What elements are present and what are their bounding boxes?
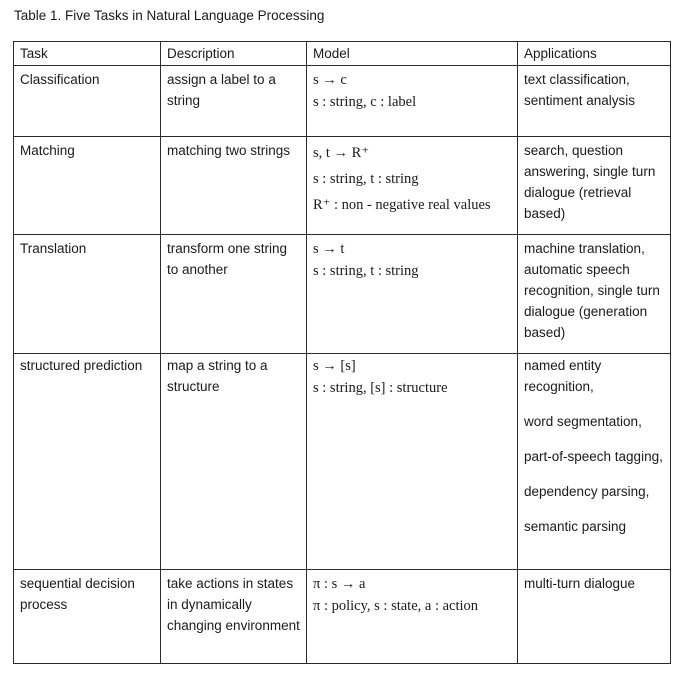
model-formula: s → [s]	[313, 358, 356, 374]
application-text: text classification, sentiment analysis	[524, 72, 636, 108]
model-formula: s → t	[313, 241, 345, 257]
task-description: transform one string to another	[167, 241, 288, 277]
model-legend: s : string, t : string	[313, 171, 419, 187]
task-cell	[14, 66, 161, 137]
model-cell	[307, 235, 518, 354]
model-formula: s, t → R⁺	[313, 145, 369, 161]
application-item: word segmentation,	[524, 414, 642, 429]
application-text: search, question answering, single turn dialogue (retrieval based)	[524, 143, 656, 221]
model-cell	[307, 137, 518, 235]
applications-cell	[518, 235, 671, 354]
model-legend-extra: R⁺ : non - negative real values	[313, 197, 491, 213]
table-row	[14, 354, 671, 570]
applications-cell	[518, 66, 671, 137]
task-description: matching two strings	[167, 143, 291, 158]
applications-cell	[518, 570, 671, 664]
model-legend: s : string, [s] : structure	[313, 380, 448, 396]
header-applications: Applications	[518, 42, 671, 66]
task-description: assign a label to a string	[167, 72, 276, 108]
task-cell	[14, 137, 161, 235]
task-name: Translation	[20, 241, 87, 256]
description-cell	[161, 66, 307, 137]
task-cell	[14, 235, 161, 354]
task-name: structured prediction	[20, 358, 143, 373]
task-cell	[14, 570, 161, 664]
model-cell	[307, 354, 518, 570]
header-description: Description	[161, 42, 307, 66]
table-row	[14, 235, 671, 354]
description-cell	[161, 570, 307, 664]
model-formula: s → c	[313, 72, 347, 88]
table-caption: Table 1. Five Tasks in Natural Language Processing	[14, 8, 325, 23]
model-formula: π : s → a	[313, 576, 366, 592]
model-legend: s : string, t : string	[313, 263, 419, 279]
application-item: part-of-speech tagging,	[524, 449, 663, 464]
task-name: Classification	[20, 72, 100, 87]
table-header-row	[14, 42, 671, 66]
header-model: Model	[307, 42, 518, 66]
application-item: named entity recognition,	[524, 358, 602, 394]
description-cell	[161, 137, 307, 235]
header-task: Task	[14, 42, 161, 66]
model-legend: s : string, c : label	[313, 94, 417, 110]
model-cell	[307, 66, 518, 137]
nlp-tasks-table	[13, 41, 671, 664]
task-name: Matching	[20, 143, 75, 158]
applications-cell	[518, 137, 671, 235]
description-cell	[161, 354, 307, 570]
task-description: take actions in states in dynamically changing environment	[167, 576, 300, 633]
table-row	[14, 137, 671, 235]
model-cell	[307, 570, 518, 664]
application-text: multi-turn dialogue	[524, 576, 636, 591]
application-item: dependency parsing,	[524, 484, 650, 499]
applications-cell	[518, 354, 671, 570]
application-item: semantic parsing	[524, 519, 627, 534]
task-name: sequential decision process	[20, 576, 135, 612]
application-text: machine translation, automatic speech recognition, single turn dialogue (generation based)	[524, 241, 660, 340]
model-legend: π : policy, s : state, a : action	[313, 598, 479, 614]
description-cell	[161, 235, 307, 354]
table-row	[14, 66, 671, 137]
table-row	[14, 570, 671, 664]
task-description: map a string to a structure	[167, 358, 268, 394]
task-cell	[14, 354, 161, 570]
